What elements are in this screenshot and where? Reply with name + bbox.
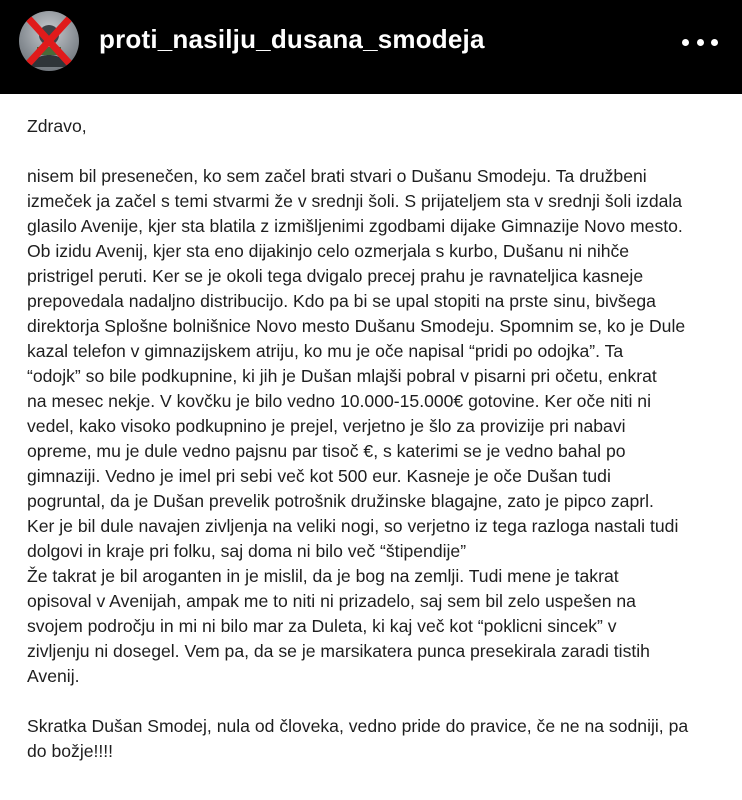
body-line: opreme, mu je dule vedno pajsnu par tisoč €, s katerimi se je vedno bahal po: [27, 441, 626, 461]
body-line: svojem področju in mi ni bilo mar za Duleta, ki kaj več kot “poklicni sincek” v: [27, 616, 617, 636]
body-line: Ker je bil dule navajen zivljenja na veliki nogi, so verjetno iz tega razloga nastali tudi: [27, 516, 679, 536]
body-line: Avenij.: [27, 666, 80, 686]
post-header: [0, 0, 742, 94]
body-line: glasilo Avenije, kjer sta blatila z izmišljenimi zgodbami dijake Gimnazije Novo mesto.: [27, 216, 683, 236]
body-line: izmeček ja začel s temi stvarmi že v srednji šoli. S prijateljem sta v srednji šoli izdala: [27, 191, 683, 211]
body-line: na mesec nekje. V kovčku je bilo vedno 10.000-15.000€ gotovine. Ker oče niti ni: [27, 391, 651, 411]
greeting-line: Zdravo,: [27, 116, 87, 136]
post-image-content: [0, 94, 742, 800]
body-line: gimnaziji. Vedno je imel pri sebi več kot 500 eur. Kasneje je oče Dušan tudi: [27, 466, 611, 486]
paragraph-gap: [27, 139, 727, 164]
dot: [682, 39, 689, 46]
body-line: pogruntal, da je Dušan prevelik potrošnik družinske blagajne, zato je pipco zaprl.: [27, 491, 654, 511]
body-line: prepovedala nadaljno distribucijo. Kdo pa bi se upal stopiti na prste sinu, bivšega: [27, 291, 656, 311]
body-line: dolgovi in kraje pri folku, saj doma ni bilo več “štipendije”: [27, 541, 467, 561]
account-username[interactable]: proti_nasilju_dusana_smodeja: [99, 24, 485, 54]
body-line: zivljenju ni dosegel. Vem pa, da se je marsikatera punca presekirala zaradi tistih: [27, 641, 650, 661]
body-line: vedel, kako visoko podkupnino je prejel, verjetno je šlo za provizije pri nabavi: [27, 416, 626, 436]
body-line: kazal telefon v gimnazijskem atriju, ko mu je oče napisal “pridi po odojka”. Ta: [27, 341, 624, 361]
dot: [711, 39, 718, 46]
crossed-out-avatar-icon[interactable]: [19, 11, 79, 71]
post-text-body: [27, 114, 727, 764]
closing-line: Skratka Dušan Smodej, nula od človeka, vedno pride do pravice, če ne na sodniji, pa: [27, 716, 689, 736]
body-line: direktorja Splošne bolnišnice Novo mesto Dušanu Smodeju. Spomnim se, ko je Dule: [27, 316, 686, 336]
ellipsis-horizontal-icon[interactable]: [682, 30, 718, 54]
body-line: opisoval v Avenijah, ampak me to niti ni prizadelo, saj sem bil zelo uspešen na: [27, 591, 636, 611]
body-line: Že takrat je bil aroganten in je mislil, da je bog na zemlji. Tudi mene je takrat: [27, 566, 619, 586]
closing-line: do božje!!!!: [27, 741, 114, 761]
dot: [697, 39, 704, 46]
body-line: pristrigel peruti. Ker se je okoli tega dvigalo precej prahu je ravnateljica kasneje: [27, 266, 644, 286]
body-line: nisem bil presenečen, ko sem začel brati stvari o Dušanu Smodeju. Ta družbeni: [27, 166, 647, 186]
body-line: “odojk” so bile podkupnine, ki jih je Dušan mlajši pobral v pisarni pri očetu, enkrat: [27, 366, 657, 386]
body-line: Ob izidu Avenij, kjer sta eno dijakinjo celo ozmerjala s kurbo, Dušanu ni nihče: [27, 241, 630, 261]
paragraph-gap: [27, 689, 727, 714]
